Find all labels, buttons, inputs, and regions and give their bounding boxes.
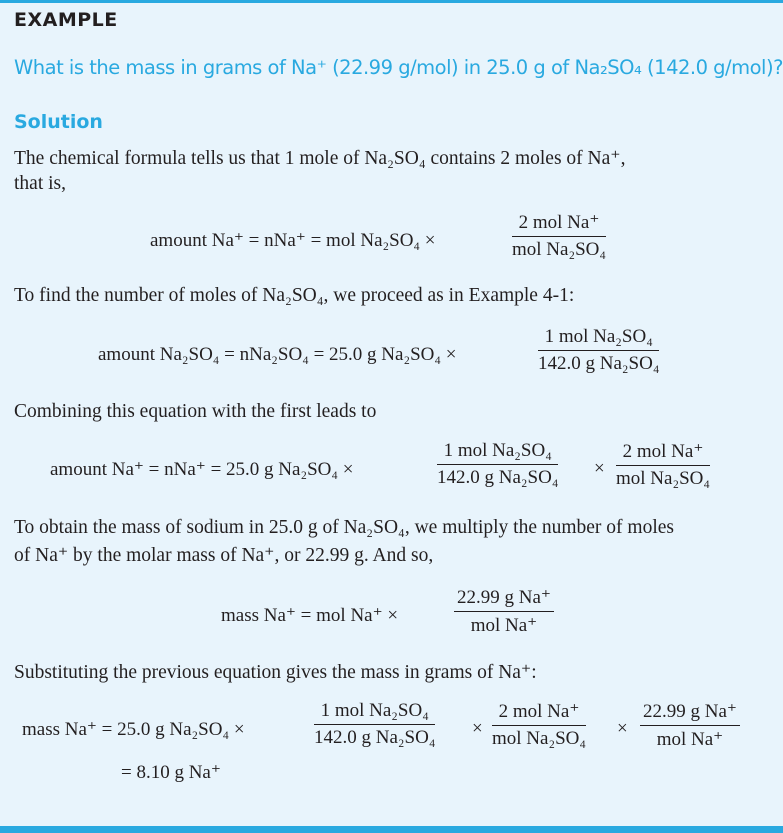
- equation-1-fraction: [512, 211, 606, 261]
- equation-5-numerator-1: 1 mol Na₂SO₄: [314, 700, 435, 725]
- times-sign: ×: [472, 718, 483, 739]
- equation-4-numerator: 22.99 g Na⁺: [454, 586, 554, 612]
- equation-3-fraction-2: [616, 440, 710, 490]
- times-sign: ×: [617, 718, 628, 739]
- bottom-accent-bar: [0, 826, 783, 833]
- equation-5-result: = 8.10 g Na⁺: [121, 762, 221, 783]
- equation-5-denominator-3: mol Na⁺: [656, 729, 724, 750]
- top-accent-bar: [0, 0, 783, 3]
- example-question: What is the mass in grams of Na⁺ (22.99 g/mol) in 25.0 g of Na₂SO₄ (142.0 g/mol)?: [14, 56, 783, 79]
- paragraph-3: Combining this equation with the first leads to: [14, 401, 377, 422]
- equation-5-fraction-2: [492, 700, 586, 750]
- example-heading: EXAMPLE: [14, 9, 118, 31]
- equation-3-fraction-1: [437, 440, 558, 489]
- equation-4-lhs: mass Na⁺ = mol Na⁺ ×: [221, 605, 399, 626]
- times-sign: ×: [594, 458, 605, 479]
- equation-1-denominator: mol Na₂SO₄: [512, 239, 606, 260]
- equation-3-numerator-2: 2 mol Na⁺: [616, 440, 710, 466]
- equation-2-fraction: [538, 326, 659, 375]
- equation-4-denominator: mol Na⁺: [470, 615, 538, 636]
- equation-2-denominator: 142.0 g Na₂SO₄: [538, 353, 660, 374]
- equation-5-fraction-1: [314, 700, 435, 749]
- equation-4-fraction: [454, 586, 554, 637]
- equation-2-numerator: 1 mol Na₂SO₄: [538, 326, 659, 351]
- equation-5-lhs: mass Na⁺ = 25.0 g Na₂SO₄ ×: [22, 719, 245, 740]
- equation-3-denominator-2: mol Na₂SO₄: [616, 468, 710, 489]
- equation-1-numerator: 2 mol Na⁺: [512, 211, 606, 237]
- paragraph-4-line-2: of Na⁺ by the molar mass of Na⁺, or 22.99 g. And so,: [14, 545, 434, 566]
- paragraph-2: To find the number of moles of Na₂SO₄, we proceed as in Example 4-1:: [14, 285, 575, 306]
- equation-1-lhs: amount Na⁺ = nNa⁺ = mol Na₂SO₄ ×: [150, 230, 436, 251]
- paragraph-4-line-1: To obtain the mass of sodium in 25.0 g of Na₂SO₄, we multiply the number of moles: [14, 517, 674, 538]
- paragraph-5: Substituting the previous equation gives the mass in grams of Na⁺:: [14, 662, 537, 683]
- equation-5-numerator-2: 2 mol Na⁺: [492, 700, 586, 726]
- equation-5-denominator-2: mol Na₂SO₄: [492, 728, 586, 749]
- paragraph-1-line-2: that is,: [14, 173, 66, 194]
- equation-5-fraction-3: [640, 700, 740, 751]
- equation-2-lhs: amount Na₂SO₄ = nNa₂SO₄ = 25.0 g Na₂SO₄ ×: [98, 344, 457, 365]
- equation-3-denominator-1: 142.0 g Na₂SO₄: [437, 467, 559, 488]
- paragraph-1-line-1: The chemical formula tells us that 1 mole of Na₂SO₄ contains 2 moles of Na⁺,: [14, 148, 626, 169]
- equation-5-numerator-3: 22.99 g Na⁺: [640, 700, 740, 726]
- equation-5-denominator-1: 142.0 g Na₂SO₄: [314, 727, 436, 748]
- solution-heading: Solution: [14, 111, 103, 133]
- equation-3-lhs: amount Na⁺ = nNa⁺ = 25.0 g Na₂SO₄ ×: [50, 459, 354, 480]
- equation-3-numerator-1: 1 mol Na₂SO₄: [437, 440, 558, 465]
